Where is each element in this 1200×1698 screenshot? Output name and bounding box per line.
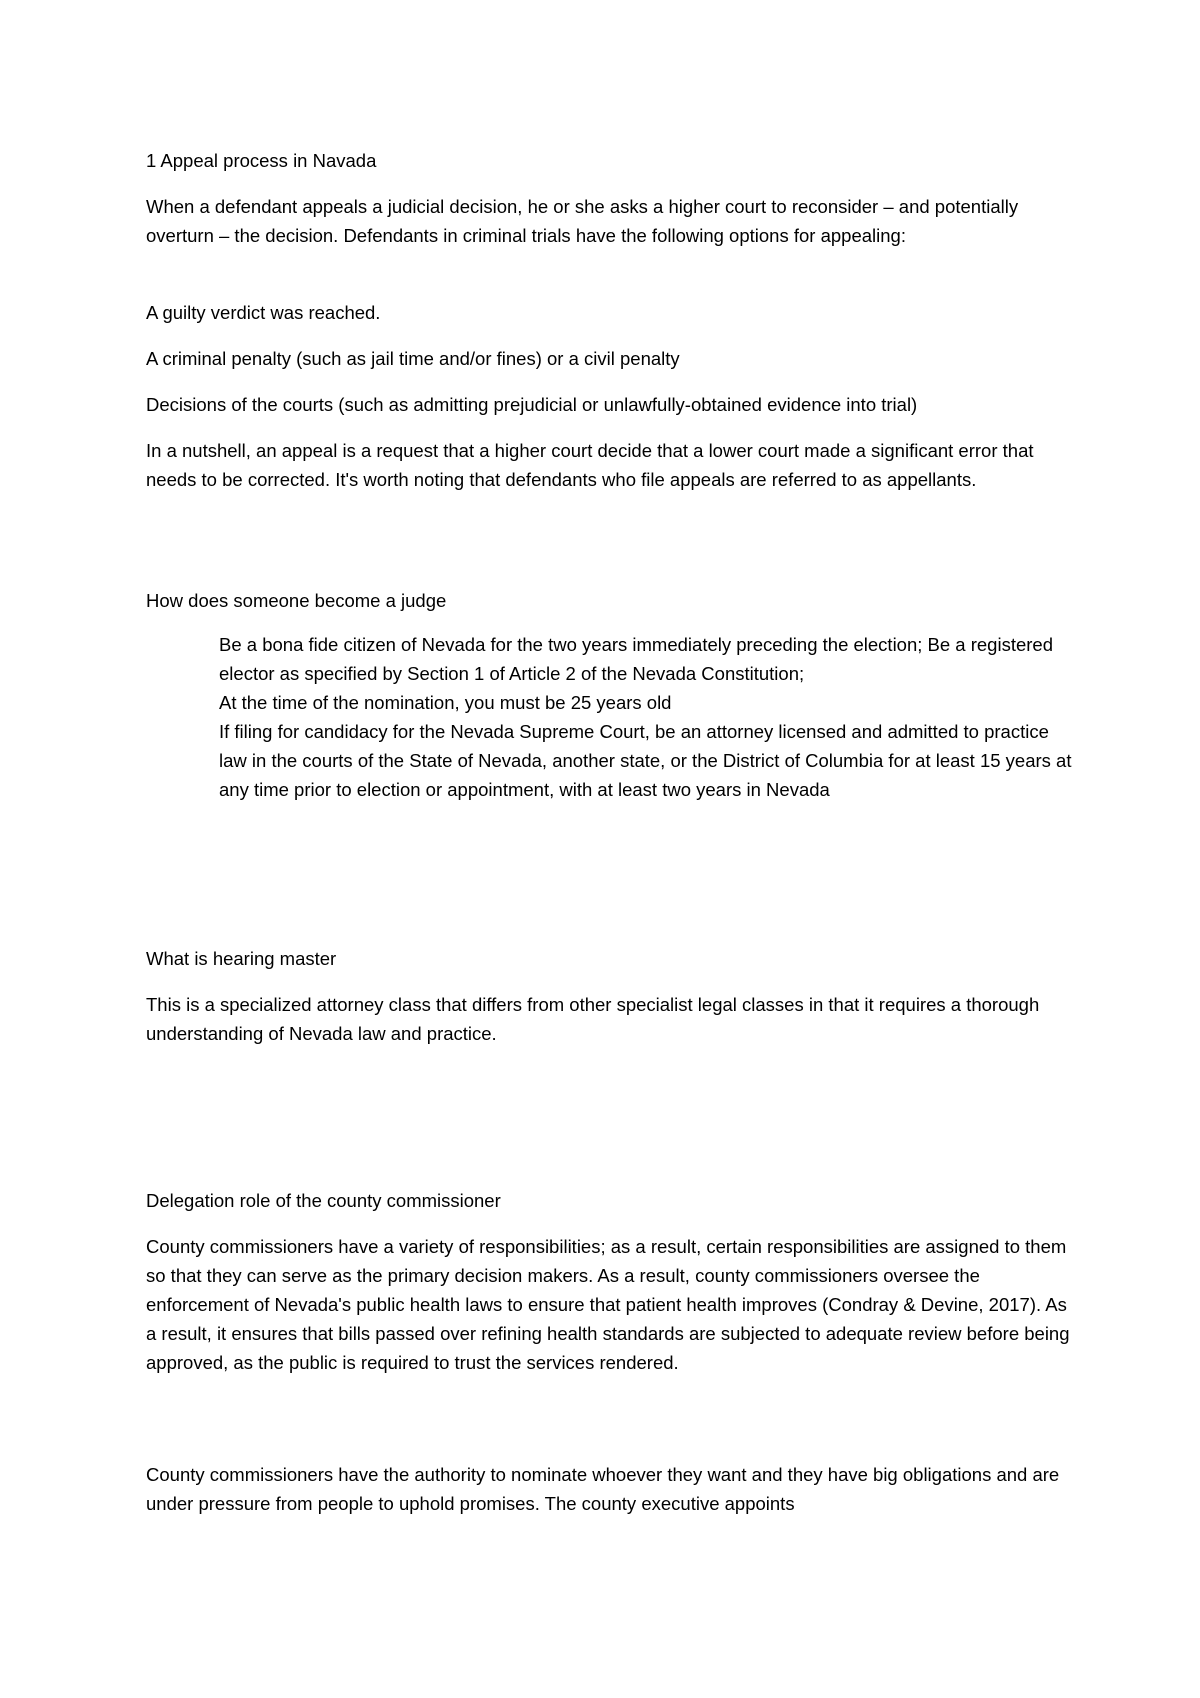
paragraph-appeal-summary: In a nutshell, an appeal is a request that a higher court decide that a lower court made a significant error that needs to be corrected. It's worth noting that defendants who file appeals are referred to as appellants. xyxy=(146,440,1034,490)
judge-requirements-list xyxy=(219,630,1079,804)
judge-requirement-item: Be a bona fide citizen of Nevada for the two years immediately preceding the election; Be a registered elector as specified by Section 1 of Article 2 of the Nevada Constitution; xyxy=(219,634,1053,684)
paragraph-guilty-verdict: A guilty verdict was reached. xyxy=(146,302,381,323)
section-heading-hearing-master: What is hearing master xyxy=(146,948,337,969)
paragraph-hearing-master: This is a specialized attorney class that differs from other specialist legal classes in that it requires a thorough understanding of Nevada law and practice. xyxy=(146,994,1040,1044)
paragraph-appeal-intro: When a defendant appeals a judicial decision, he or she asks a higher court to reconsider – and potentially overturn – the decision. Defendants in criminal trials have the following options for appealing: xyxy=(146,196,1019,246)
paragraph-court-decisions: Decisions of the courts (such as admitting prejudicial or unlawfully-obtained evidence into trial) xyxy=(146,394,918,415)
judge-requirement-item: At the time of the nomination, you must be 25 years old xyxy=(219,692,672,713)
section-heading-appeal-process: 1 Appeal process in Navada xyxy=(146,150,377,171)
paragraph-penalty: A criminal penalty (such as jail time and/or fines) or a civil penalty xyxy=(146,348,680,369)
paragraph-commissioner-authority: County commissioners have the authority to nominate whoever they want and they have big obligations and are under pressure from people to uphold promises. The county executive appoints xyxy=(146,1464,1060,1514)
section-heading-county-commissioner: Delegation role of the county commissioner xyxy=(146,1190,501,1211)
paragraph-commissioner-responsibilities: County commissioners have a variety of responsibilities; as a result, certain responsibilities are assigned to them so that they can serve as the primary decision makers. As a result, county commissioners oversee the enforcement of Nevada's public health laws to ensure that patient health improves (Condray & Devine, 2017). As a result, it ensures that bills passed over refining health standards are subjected to adequate review before being approved, as the public is required to trust the services rendered. xyxy=(146,1236,1070,1373)
judge-requirement-item: If filing for candidacy for the Nevada Supreme Court, be an attorney licensed and admitted to practice law in the courts of the State of Nevada, another state, or the District of Columbia for at least 15 years at any time prior to election or appointment, with at least two years in Nevada xyxy=(219,721,1072,800)
section-heading-become-judge: How does someone become a judge xyxy=(146,590,447,611)
